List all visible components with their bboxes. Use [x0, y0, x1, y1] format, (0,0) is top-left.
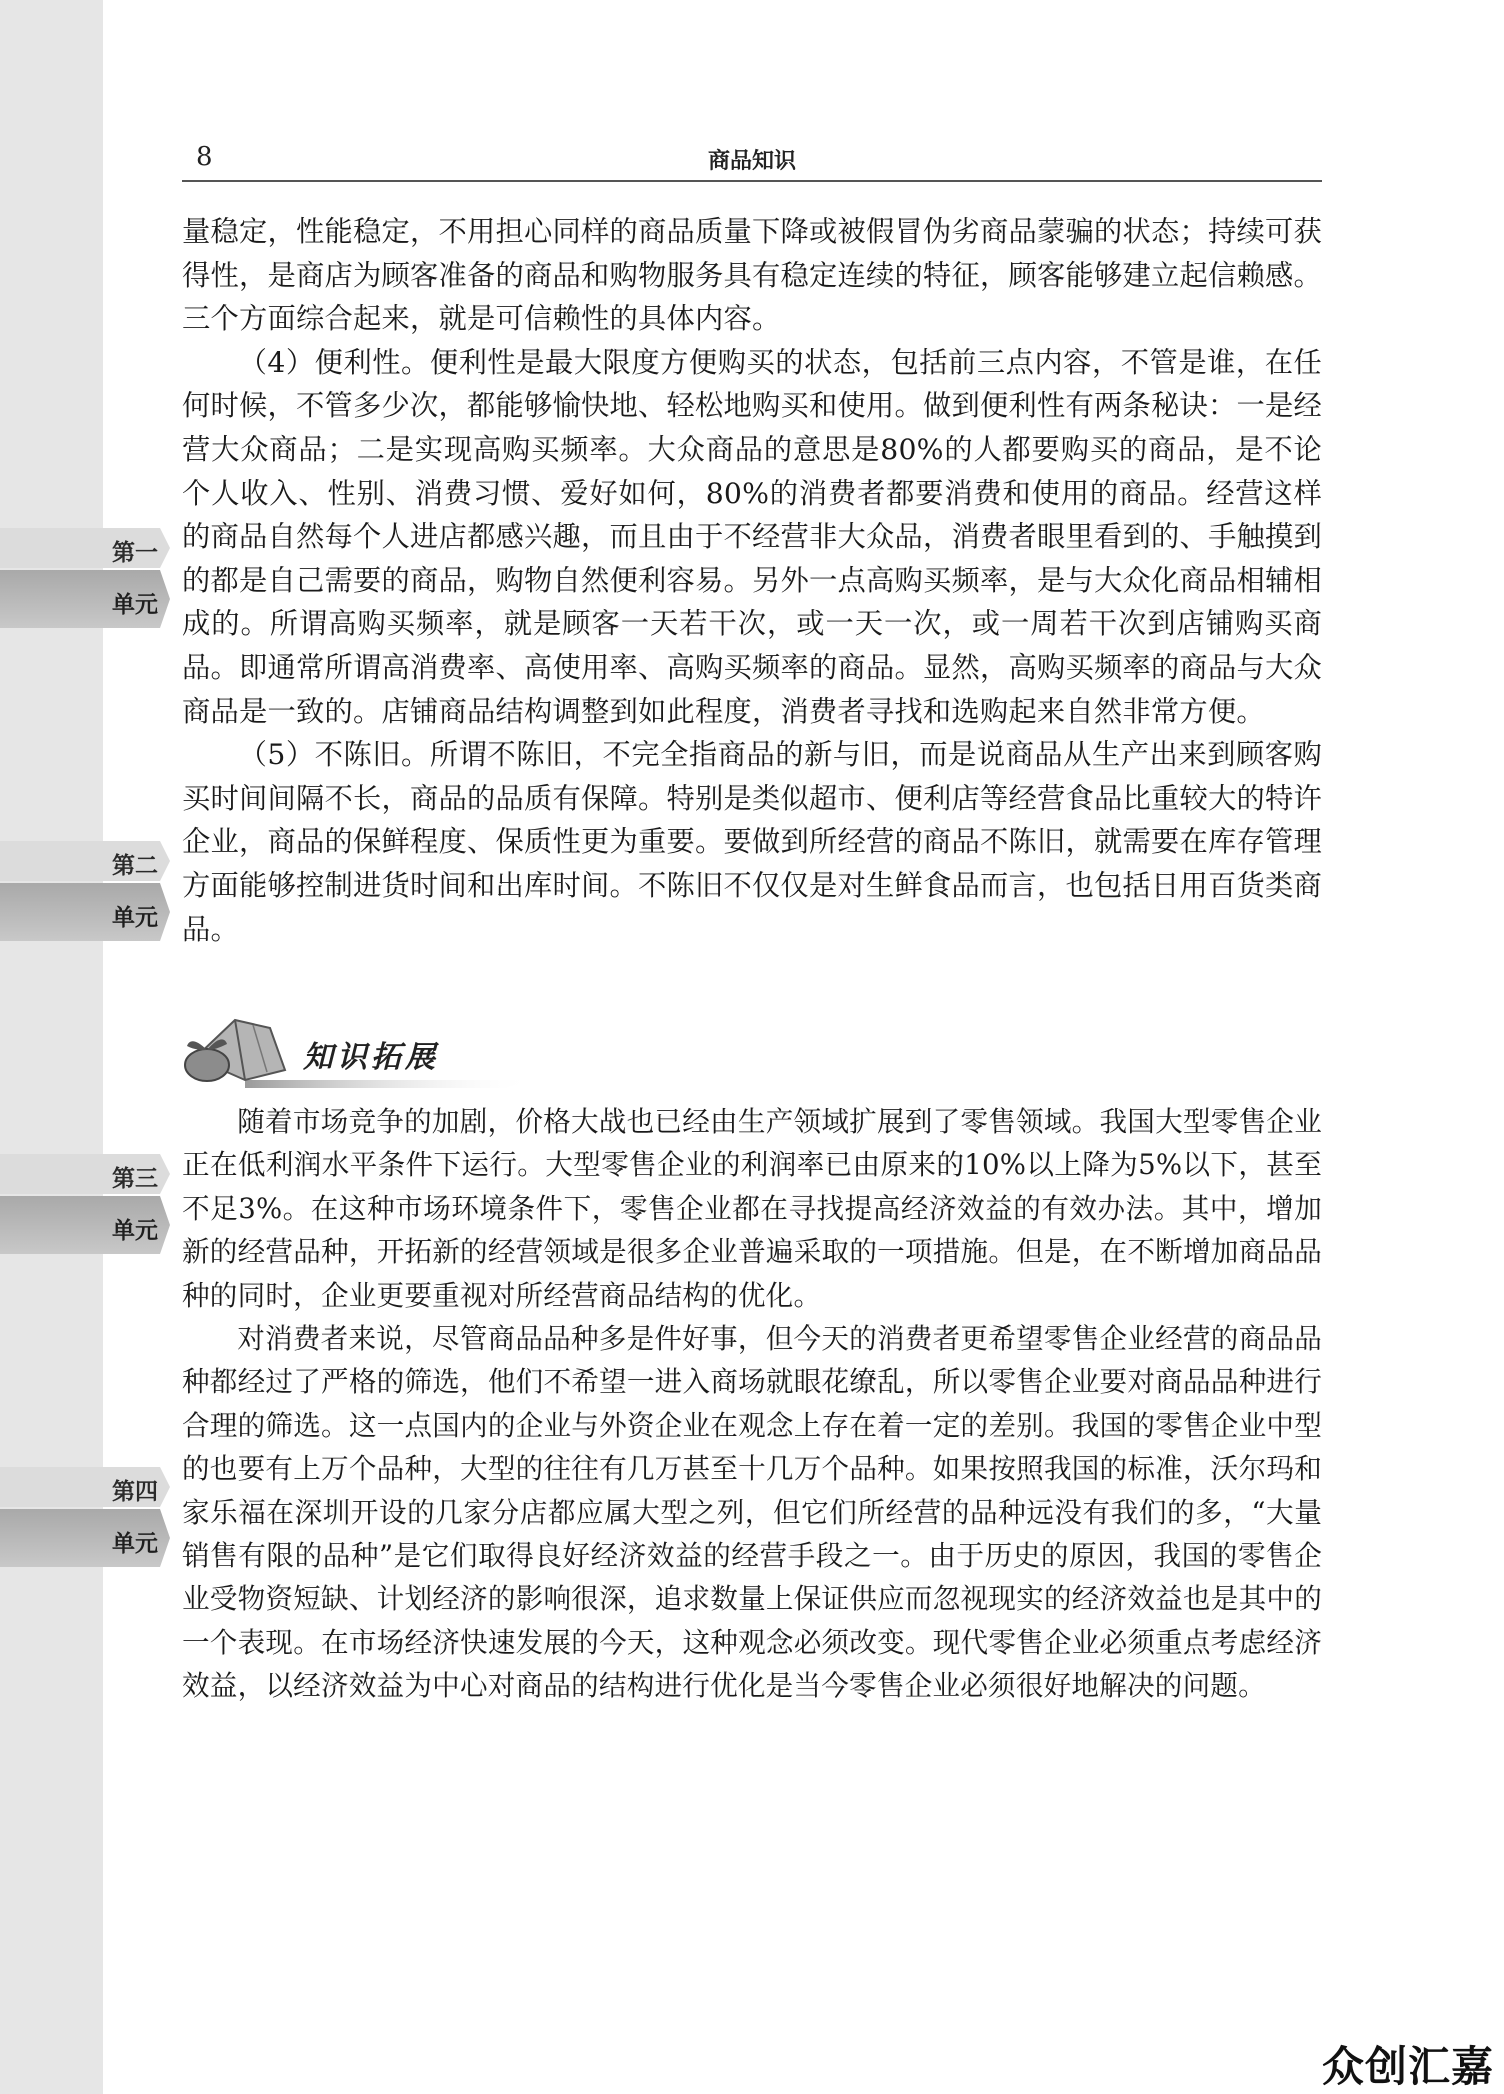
page-header — [182, 138, 1322, 182]
section-title: 知识拓展 — [303, 1040, 439, 1075]
paragraph: 随着市场竞争的加剧，价格大战也已经由生产领域扩展到了零售领域。我国大型零售企业正在低利润水平条件下运行。大型零售企业的利润率已由原来的10%以上降为5%以下，甚至不足3%。在这种市场环境条件下，零售企业都在寻找提高经济效益的有效办法。其中，增加新的经营品种，开拓新的经营领域是很多企业普遍采取的一项措施。但是，在不断增加商品品种的同时，企业更要重视对所经营商品结构的优化。 — [182, 1105, 1322, 1312]
paragraph: 量稳定，性能稳定，不用担心同样的商品质量下降或被假冒伪劣商品蒙骗的状态；持续可获得性，是商店为顾客准备的商品和购物服务具有稳定连续的特征，顾客能够建立起信赖感。三个方面综合起来，就是可信赖性的具体内容。 — [182, 215, 1322, 336]
watermark: 众创汇嘉 — [1321, 2042, 1494, 2091]
unit-tab-label: 第二 — [112, 853, 158, 879]
unit-tab-sublabel: 单元 — [112, 1218, 158, 1244]
unit-tab-sublabel: 单元 — [112, 905, 158, 931]
main-body-text — [182, 210, 1322, 951]
unit-tab-label: 第四 — [112, 1479, 158, 1505]
unit-tab-sublabel: 单元 — [112, 1531, 158, 1557]
page-number: 8 — [196, 142, 213, 172]
knowledge-extension-header — [175, 1010, 535, 1090]
unit-tab-label: 第三 — [112, 1166, 158, 1192]
paragraph: 对消费者来说，尽管商品品种多是件好事，但今天的消费者更希望零售企业经营的商品品种都经过了严格的筛选，他们不希望一进入商场就眼花缭乱，所以零售企业要对商品品种进行合理的筛选。这一点国内的企业与外资企业在观念上存在着一定的差别。我国的零售企业中型的也要有上万个品种，大型的往往有几万甚至十几万个品种。如果按照我国的标准，沃尔玛和家乐福在深圳开设的几家分店都应属大型之列，但它们所经营的品种远没有我们的多，“大量销售有限的品种”是它们取得良好经济效益的经营手段之一。由于历史的原因，我国的零售企业受物资短缺、计划经济的影响很深，追求数量上保证供应而忽视现实的经济效益也是其中的一个表现。在市场经济快速发展的今天，这种观念必须改变。现代零售企业必须重点考虑经济效益，以经济效益为中心对商品的结构进行优化是当今零售企业必须很好地解决的问题。 — [182, 1322, 1322, 1703]
unit-tab-3[interactable] — [0, 1154, 170, 1254]
page-margin-strip — [0, 0, 103, 2094]
unit-tab-4[interactable] — [0, 1467, 170, 1567]
unit-tab-1[interactable] — [0, 528, 170, 628]
unit-tab-label: 第一 — [112, 540, 158, 566]
unit-tab-2[interactable] — [0, 841, 170, 941]
book-title: 商品知识 — [707, 149, 796, 174]
paragraph: （4）便利性。便利性是最大限度方便购买的状态，包括前三点内容，不管是谁，在任何时候，不管多少次，都能够愉快地、轻松地购买和使用。做到便利性有两条秘诀：一是经营大众商品；二是实现高购买频率。大众商品的意思是80%的人都要购买的商品，是不论个人收入、性别、消费习惯、爱好如何，80%的消费者都要消费和使用的商品。经营这样的商品自然每个人进店都感兴趣，而且由于不经营非大众品，消费者眼里看到的、手触摸到的都是自己需要的商品，购物自然便利容易。另外一点高购买频率，是与大众化商品相辅相成的。所谓高购买频率，就是顾客一天若干次，或一天一次，或一周若干次到店铺购买商品。即通常所谓高消费率、高使用率、高购买频率的商品。显然，高购买频率的商品与大众商品是一致的。店铺商品结构调整到如此程度，消费者寻找和选购起来自然非常方便。 — [182, 345, 1322, 728]
extension-body-text — [182, 1100, 1322, 1708]
unit-tab-sublabel: 单元 — [112, 592, 158, 618]
paragraph: （5）不陈旧。所谓不陈旧，不完全指商品的新与旧，而是说商品从生产出来到顾客购买时间间隔不长，商品的品质有保障。特别是类似超市、便利店等经营食品比重较大的特许企业，商品的保鲜程度、保质性更为重要。要做到所经营的商品不陈旧，就需要在库存管理方面能够控制进货时间和出库时间。不陈旧不仅仅是对生鲜食品而言，也包括日用百货类商品。 — [182, 738, 1322, 946]
